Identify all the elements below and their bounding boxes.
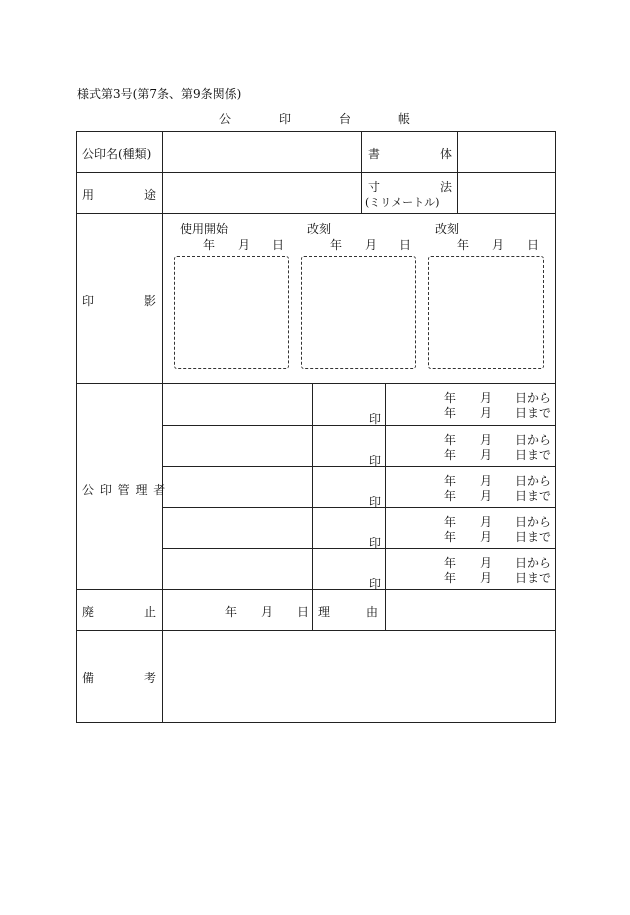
- form-number: 様式第3号(第7条、第9条関係): [77, 87, 242, 101]
- year-mark: 年: [444, 474, 457, 488]
- seal-mark: 印: [369, 454, 382, 468]
- month-mark: 月: [480, 571, 493, 585]
- seal-mark: 印: [369, 412, 382, 426]
- title-char: 帳: [398, 112, 411, 126]
- title-char: 公: [219, 112, 232, 126]
- until-mark: 日まで: [515, 448, 552, 462]
- managers-label: 公 印 管 理 者: [82, 483, 167, 497]
- month-mark: 月: [365, 238, 378, 252]
- month-mark: 月: [480, 433, 493, 447]
- reason-label: 理 由: [318, 605, 378, 619]
- from-mark: 日から: [515, 515, 552, 529]
- year-mark: 年: [444, 571, 457, 585]
- remarks-label: 備 考: [82, 671, 156, 685]
- use-start-label: 使用開始: [180, 222, 229, 236]
- month-mark: 月: [492, 238, 505, 252]
- year-mark: 年: [444, 406, 457, 420]
- from-mark: 日から: [515, 556, 552, 570]
- day-mark: 日: [297, 605, 310, 619]
- month-mark: 月: [480, 530, 493, 544]
- year-mark: 年: [225, 605, 238, 619]
- month-mark: 月: [480, 515, 493, 529]
- month-mark: 月: [480, 448, 493, 462]
- seal-mark: 印: [369, 577, 382, 591]
- day-mark: 日: [527, 238, 540, 252]
- title-char: 台: [339, 112, 352, 126]
- title-char: 印: [279, 112, 292, 126]
- year-mark: 年: [444, 448, 457, 462]
- month-mark: 月: [480, 474, 493, 488]
- seal-impression-box: [174, 256, 289, 369]
- from-mark: 日から: [515, 474, 552, 488]
- from-mark: 日から: [515, 391, 552, 405]
- until-mark: 日まで: [515, 489, 552, 503]
- revision-label: 改刻: [435, 222, 460, 236]
- size-label: 寸 法: [368, 180, 452, 194]
- month-mark: 月: [261, 605, 274, 619]
- from-mark: 日から: [515, 433, 552, 447]
- day-mark: 日: [399, 238, 412, 252]
- year-mark: 年: [444, 433, 457, 447]
- seal-impression-box: [428, 256, 544, 369]
- year-mark: 年: [444, 489, 457, 503]
- until-mark: 日まで: [515, 530, 552, 544]
- until-mark: 日まで: [515, 571, 552, 585]
- day-mark: 日: [272, 238, 285, 252]
- year-mark: 年: [444, 391, 457, 405]
- year-mark: 年: [444, 530, 457, 544]
- seal-impression-box: [301, 256, 416, 369]
- year-mark: 年: [330, 238, 343, 252]
- usage-label: 用 途: [82, 188, 156, 202]
- month-mark: 月: [480, 489, 493, 503]
- year-mark: 年: [444, 556, 457, 570]
- month-mark: 月: [238, 238, 251, 252]
- month-mark: 月: [480, 406, 493, 420]
- abolition-label: 廃 止: [82, 605, 156, 619]
- month-mark: 月: [480, 556, 493, 570]
- year-mark: 年: [457, 238, 470, 252]
- until-mark: 日まで: [515, 406, 552, 420]
- font-label: 書 体: [368, 147, 452, 161]
- seal-mark: 印: [369, 536, 382, 550]
- size-unit-label: (ミリメートル): [365, 196, 440, 209]
- seal-mark: 印: [369, 495, 382, 509]
- year-mark: 年: [444, 515, 457, 529]
- month-mark: 月: [480, 391, 493, 405]
- revision-label: 改刻: [307, 222, 332, 236]
- name-type-label: 公印名(種類): [82, 147, 152, 161]
- impression-label: 印 影: [82, 294, 156, 308]
- year-mark: 年: [203, 238, 216, 252]
